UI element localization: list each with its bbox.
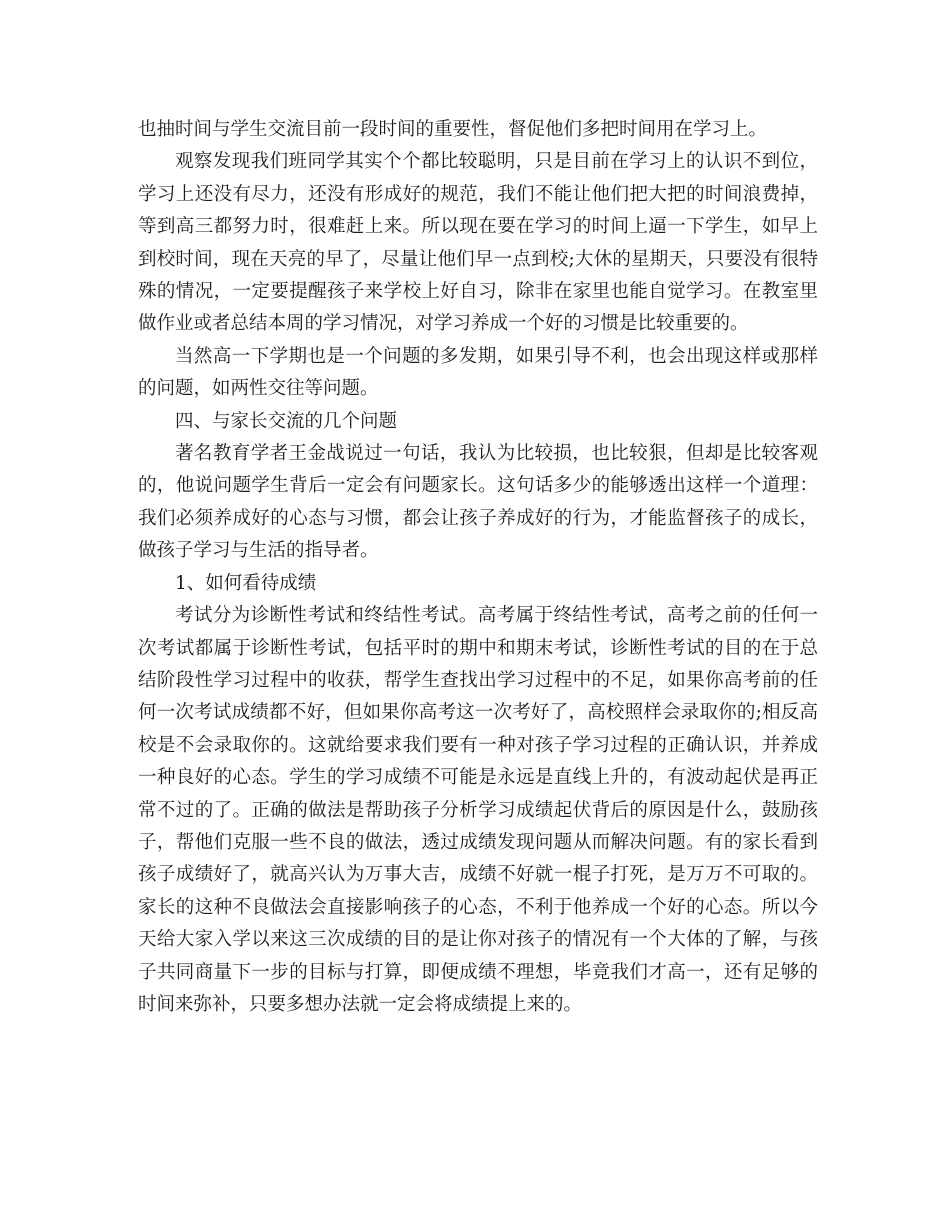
subsection-heading-grades: 1、如何看待成绩 <box>175 572 317 594</box>
paragraph-exams: 考试分为诊断性考试和终结性考试。高考属于终结性考试，高考之前的任何一次考试都属于诊断性考试，包括平时的期中和期末考试，诊断性考试的目的在于总结阶段性学习过程中的收获，帮学生查找出学习过程中的不足，如果你高考前的任何一次考试成绩都不好，但如果你高考这一次考好了，高校照样会录取你的;相反高校是不会录取你的。这就给要求我们要有一种对孩子学习过程的正确认识，并养成一种良好的心态。学生的学习成绩不可能是永远是直线上升的，有波动起伏是再正常不过的了。正确的做法是帮助孩子分析学习成绩起伏背后的原因是什么，鼓励孩子，帮他们克服一些不良的做法，透过成绩发现问题从而解决问题。有的家长看到孩子成绩好了，就高兴认为万事大吉，成绩不好就一棍子打死，是万万不可取的。家长的这种不良做法会直接影响孩子的心态，不利于他养成一个好的心态。所以今天给大家入学以来这三次成绩的目的是让你对孩子的情况有一个大体的了解，与孩子共同商量下一步的目标与打算，即便成绩不理想，毕竟我们才高一，还有足够的时间来弥补，只要多想办法就一定会将成绩提上来的。 <box>138 605 818 1015</box>
paragraph-quote: 著名教育学者王金战说过一句话，我认为比较损，也比较狠，但却是比较客观的，他说问题学生背后一定会有问题家长。这句话多少的能够透出这样一个道理：我们必须养成好的心态与习惯，都会让孩子养成好的行为，才能监督孩子的成长，做孩子学习与生活的指导者。 <box>138 443 818 562</box>
paragraph-observation: 观察发现我们班同学其实个个都比较聪明，只是目前在学习上的认识不到位，学习上还没有尽力，还没有形成好的规范，我们不能让他们把大把的时间浪费掉，等到高三都努力时，很难赶上来。所以现在要在学习的时间上逼一下学生，如早上到校时间，现在天亮的早了，尽量让他们早一点到校;大休的星期天，只要没有很特殊的情况，一定要提醒孩子来学校上好自习，除非在家里也能自觉学习。在教室里做作业或者总结本周的学习情况，对学习养成一个好的习惯是比较重要的。 <box>138 151 818 335</box>
paragraph-second-semester: 当然高一下学期也是一个问题的多发期，如果引导不利，也会出现这样或那样的问题，如两性交往等问题。 <box>138 345 818 400</box>
section-heading-parent-communication: 四、与家长交流的几个问题 <box>175 410 398 432</box>
paragraph-continuation: 也抽时间与学生交流目前一段时间的重要性，督促他们多把时间用在学习上。 <box>138 119 768 140</box>
document-body <box>138 114 818 1021</box>
